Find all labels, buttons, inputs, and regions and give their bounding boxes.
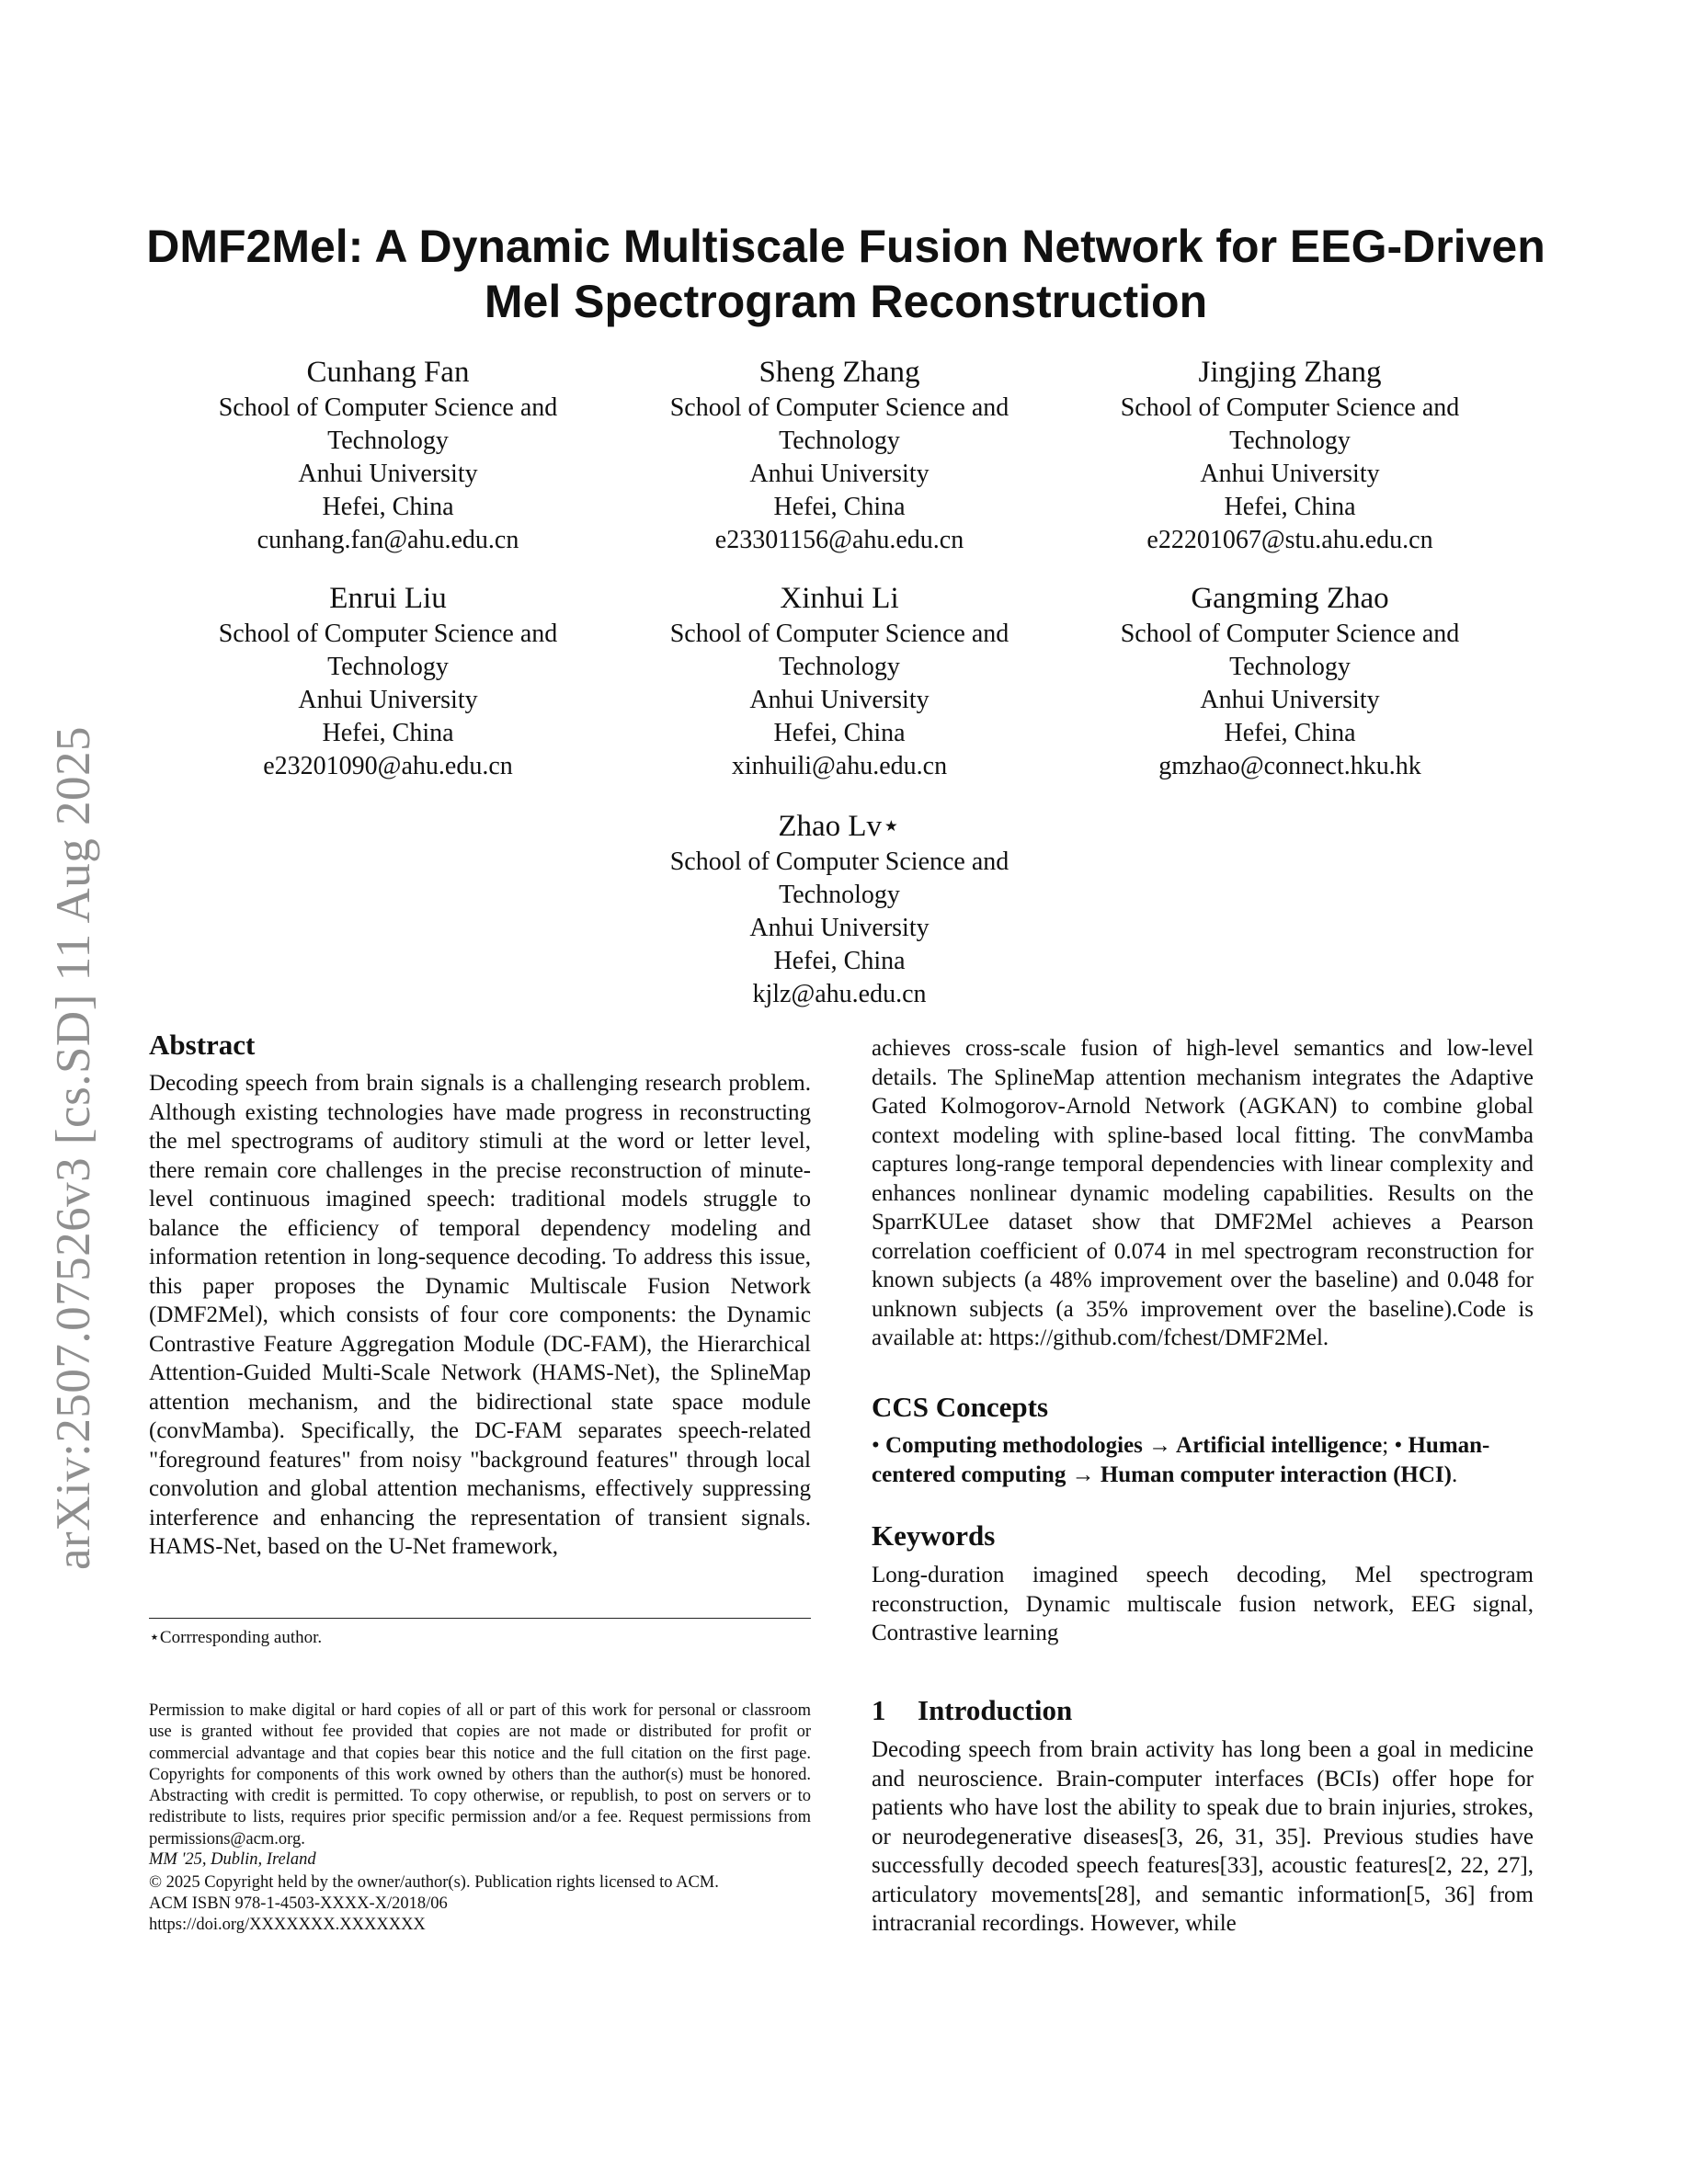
ccs-end: . bbox=[1451, 1462, 1458, 1487]
author-location: Hefei, China bbox=[773, 493, 906, 521]
copyright-notice: © 2025 Copyright held by the owner/author(s). Publication rights licensed to ACM. bbox=[149, 1873, 719, 1892]
author-email: kjlz@ahu.edu.cn bbox=[752, 980, 927, 1008]
abstract-body-right bbox=[872, 1034, 1534, 1353]
author-institution: Anhui University bbox=[749, 460, 930, 488]
introduction-body bbox=[872, 1735, 1534, 1939]
introduction-heading bbox=[872, 1693, 1072, 1728]
author-name: Jingjing Zhang bbox=[1198, 356, 1382, 389]
introduction-paragraph: Decoding speech from brain activity has long been a goal in medicine and neuroscience. Brain-computer interfaces (BCIs) offer hope for patients who have lost the ability to speak due to brain injuries, strokes, or neurodegenerative diseases[3, 26, 31, 35]. Previous studies have successfully decoded speech features[33], acoustic features[2, 22, 27], articulatory movements[28], and semantic information[5, 36] from intracranial recordings. However, while bbox=[872, 1737, 1534, 1936]
keywords-heading: Keywords bbox=[872, 1519, 996, 1552]
author-institution: Anhui University bbox=[1200, 460, 1380, 488]
author-institution: Anhui University bbox=[298, 460, 478, 488]
abstract-paragraph: achieves cross-scale fusion of high-level semantics and low-level details. The SplineMap attention mechanism integrates the Adaptive Gated Kolmogorov-Arnold Network (AGKAN) to combine global context modeling with spline-based local fitting. The convMamba captures long-range temporal dependencies with linear complexity and enhances nonlinear dynamic modeling capabilities. Results on the SparrKULee dataset show that DMF2Mel achieves a Pearson correlation coefficient of 0.074 in mel spectrogram reconstruction for known subjects (a 48% improvement over the baseline) and 0.048 for unknown subjects (a 35% improvement over the baseline).Code is available at: https://github.com/fchest/DMF2Mel. bbox=[872, 1036, 1534, 1350]
corresponding-author-footnote: ⋆Corrresponding author. bbox=[149, 1628, 323, 1647]
arxiv-identifier: arXiv:2507.07526v3 [cs.SD] 11 Aug 2025 bbox=[47, 726, 100, 1570]
author-block bbox=[167, 579, 609, 783]
author-affiliation: School of Computer Science and bbox=[218, 393, 558, 422]
author-affiliation: School of Computer Science and bbox=[1120, 393, 1460, 422]
author-affiliation: Technology bbox=[1229, 427, 1351, 455]
author-block bbox=[619, 807, 1060, 1011]
author-block bbox=[167, 353, 609, 557]
author-affiliation: Technology bbox=[327, 653, 449, 681]
conference-venue: MM '25, Dublin, Ireland bbox=[149, 1850, 316, 1869]
author-affiliation: School of Computer Science and bbox=[1120, 620, 1460, 648]
author-location: Hefei, China bbox=[1224, 719, 1356, 747]
author-affiliation: School of Computer Science and bbox=[669, 620, 1009, 648]
ccs-concept-1: Computing methodologies → Artificial intelligence bbox=[885, 1433, 1383, 1458]
author-block bbox=[1069, 353, 1511, 557]
abstract-heading: Abstract bbox=[149, 1029, 256, 1061]
author-affiliation: School of Computer Science and bbox=[669, 393, 1009, 422]
author-affiliation: School of Computer Science and bbox=[669, 847, 1009, 876]
title-line-2: Mel Spectrogram Reconstruction bbox=[484, 276, 1208, 327]
author-block bbox=[619, 579, 1060, 783]
author-email: cunhang.fan@ahu.edu.cn bbox=[257, 526, 519, 554]
author-email: xinhuili@ahu.edu.cn bbox=[731, 752, 948, 780]
author-affiliation: Technology bbox=[1229, 653, 1351, 681]
acm-isbn: ACM ISBN 978-1-4503-XXXX-X/2018/06 bbox=[149, 1894, 448, 1913]
author-institution: Anhui University bbox=[749, 914, 930, 942]
author-affiliation: Technology bbox=[779, 653, 900, 681]
author-institution: Anhui University bbox=[749, 686, 930, 714]
abstract-body-left bbox=[149, 1069, 811, 1562]
author-affiliation: Technology bbox=[327, 427, 449, 455]
ccs-concept-2: Human-centered computing → Human computer interaction (HCI) bbox=[872, 1433, 1490, 1487]
author-email: e23201090@ahu.edu.cn bbox=[263, 752, 513, 780]
ccs-bullet: • bbox=[1394, 1433, 1403, 1458]
author-block bbox=[619, 353, 1060, 557]
permission-notice: Permission to make digital or hard copies of all or part of this work for personal or classroom use is granted without fee provided that copies are not made or distributed for profit or commercial advantage and that copies bear this notice and the full citation on the first page. Copyrights for components of this work owned by others than the author(s) must be honored. Abstracting with credit is permitted. To copy otherwise, or republish, to post on servers or to redistribute to lists, requires prior specific permission and/or a fee. Request permissions from permissions@acm.org. bbox=[149, 1701, 811, 1848]
author-name: Zhao Lv⋆ bbox=[778, 810, 901, 843]
doi-link[interactable]: https://doi.org/XXXXXXX.XXXXXXX bbox=[149, 1916, 426, 1934]
section-title: Introduction bbox=[918, 1694, 1073, 1726]
author-block bbox=[1069, 579, 1511, 783]
author-location: Hefei, China bbox=[322, 493, 454, 521]
author-email: e22201067@stu.ahu.edu.cn bbox=[1146, 526, 1433, 554]
author-institution: Anhui University bbox=[1200, 686, 1380, 714]
ccs-heading: CCS Concepts bbox=[872, 1391, 1049, 1423]
paper-title bbox=[138, 219, 1554, 329]
author-name: Xinhui Li bbox=[780, 582, 899, 615]
ccs-bullet: • bbox=[872, 1433, 880, 1458]
author-location: Hefei, China bbox=[1224, 493, 1356, 521]
author-affiliation: Technology bbox=[779, 427, 900, 455]
author-location: Hefei, China bbox=[322, 719, 454, 747]
abstract-paragraph: Decoding speech from brain signals is a challenging research problem. Although existing technologies have made progress in reconstructing the mel spectrograms of auditory stimuli at the word or letter level, there remain core challenges in the precise reconstruction of minute-level continuous imagined speech: traditional models struggle to balance the efficiency of temporal dependency modeling and information retention in long-sequence decoding. To address this issue, this paper proposes the Dynamic Multiscale Fusion Network (DMF2Mel), which consists of four core components: the Dynamic Contrastive Feature Aggregation Module (DC-FAM), the Hierarchical Attention-Guided Multi-Scale Network (HAMS-Net), the SplineMap attention mechanism, and the bidirectional state space module (convMamba). Specifically, the DC-FAM separates speech-related "foreground features" from noisy "background features" through local convolution and global attention mechanisms, effectively suppressing interference and enhancing the representation of transient signals. HAMS-Net, based on the U-Net framework, bbox=[149, 1071, 811, 1559]
author-institution: Anhui University bbox=[298, 686, 478, 714]
author-affiliation: Technology bbox=[779, 881, 900, 909]
keywords-text: Long-duration imagined speech decoding, Mel spectrogram reconstruction, Dynamic multiscale fusion network, EEG signal, Contrastive learning bbox=[872, 1563, 1534, 1645]
section-number: 1 bbox=[872, 1694, 886, 1726]
author-name: Cunhang Fan bbox=[306, 356, 470, 389]
author-email: gmzhao@connect.hku.hk bbox=[1158, 752, 1421, 780]
author-name: Gangming Zhao bbox=[1191, 582, 1389, 615]
author-location: Hefei, China bbox=[773, 719, 906, 747]
keywords-body bbox=[872, 1561, 1534, 1648]
author-location: Hefei, China bbox=[773, 947, 906, 975]
ccs-separator: ; bbox=[1382, 1433, 1389, 1458]
footnote-divider bbox=[149, 1618, 811, 1619]
ccs-concepts bbox=[872, 1431, 1552, 1489]
title-line-1: DMF2Mel: A Dynamic Multiscale Fusion Network for EEG-Driven bbox=[146, 221, 1545, 272]
author-name: Enrui Liu bbox=[329, 582, 447, 615]
author-email: e23301156@ahu.edu.cn bbox=[714, 526, 964, 554]
author-name: Sheng Zhang bbox=[758, 356, 920, 389]
author-affiliation: School of Computer Science and bbox=[218, 620, 558, 648]
